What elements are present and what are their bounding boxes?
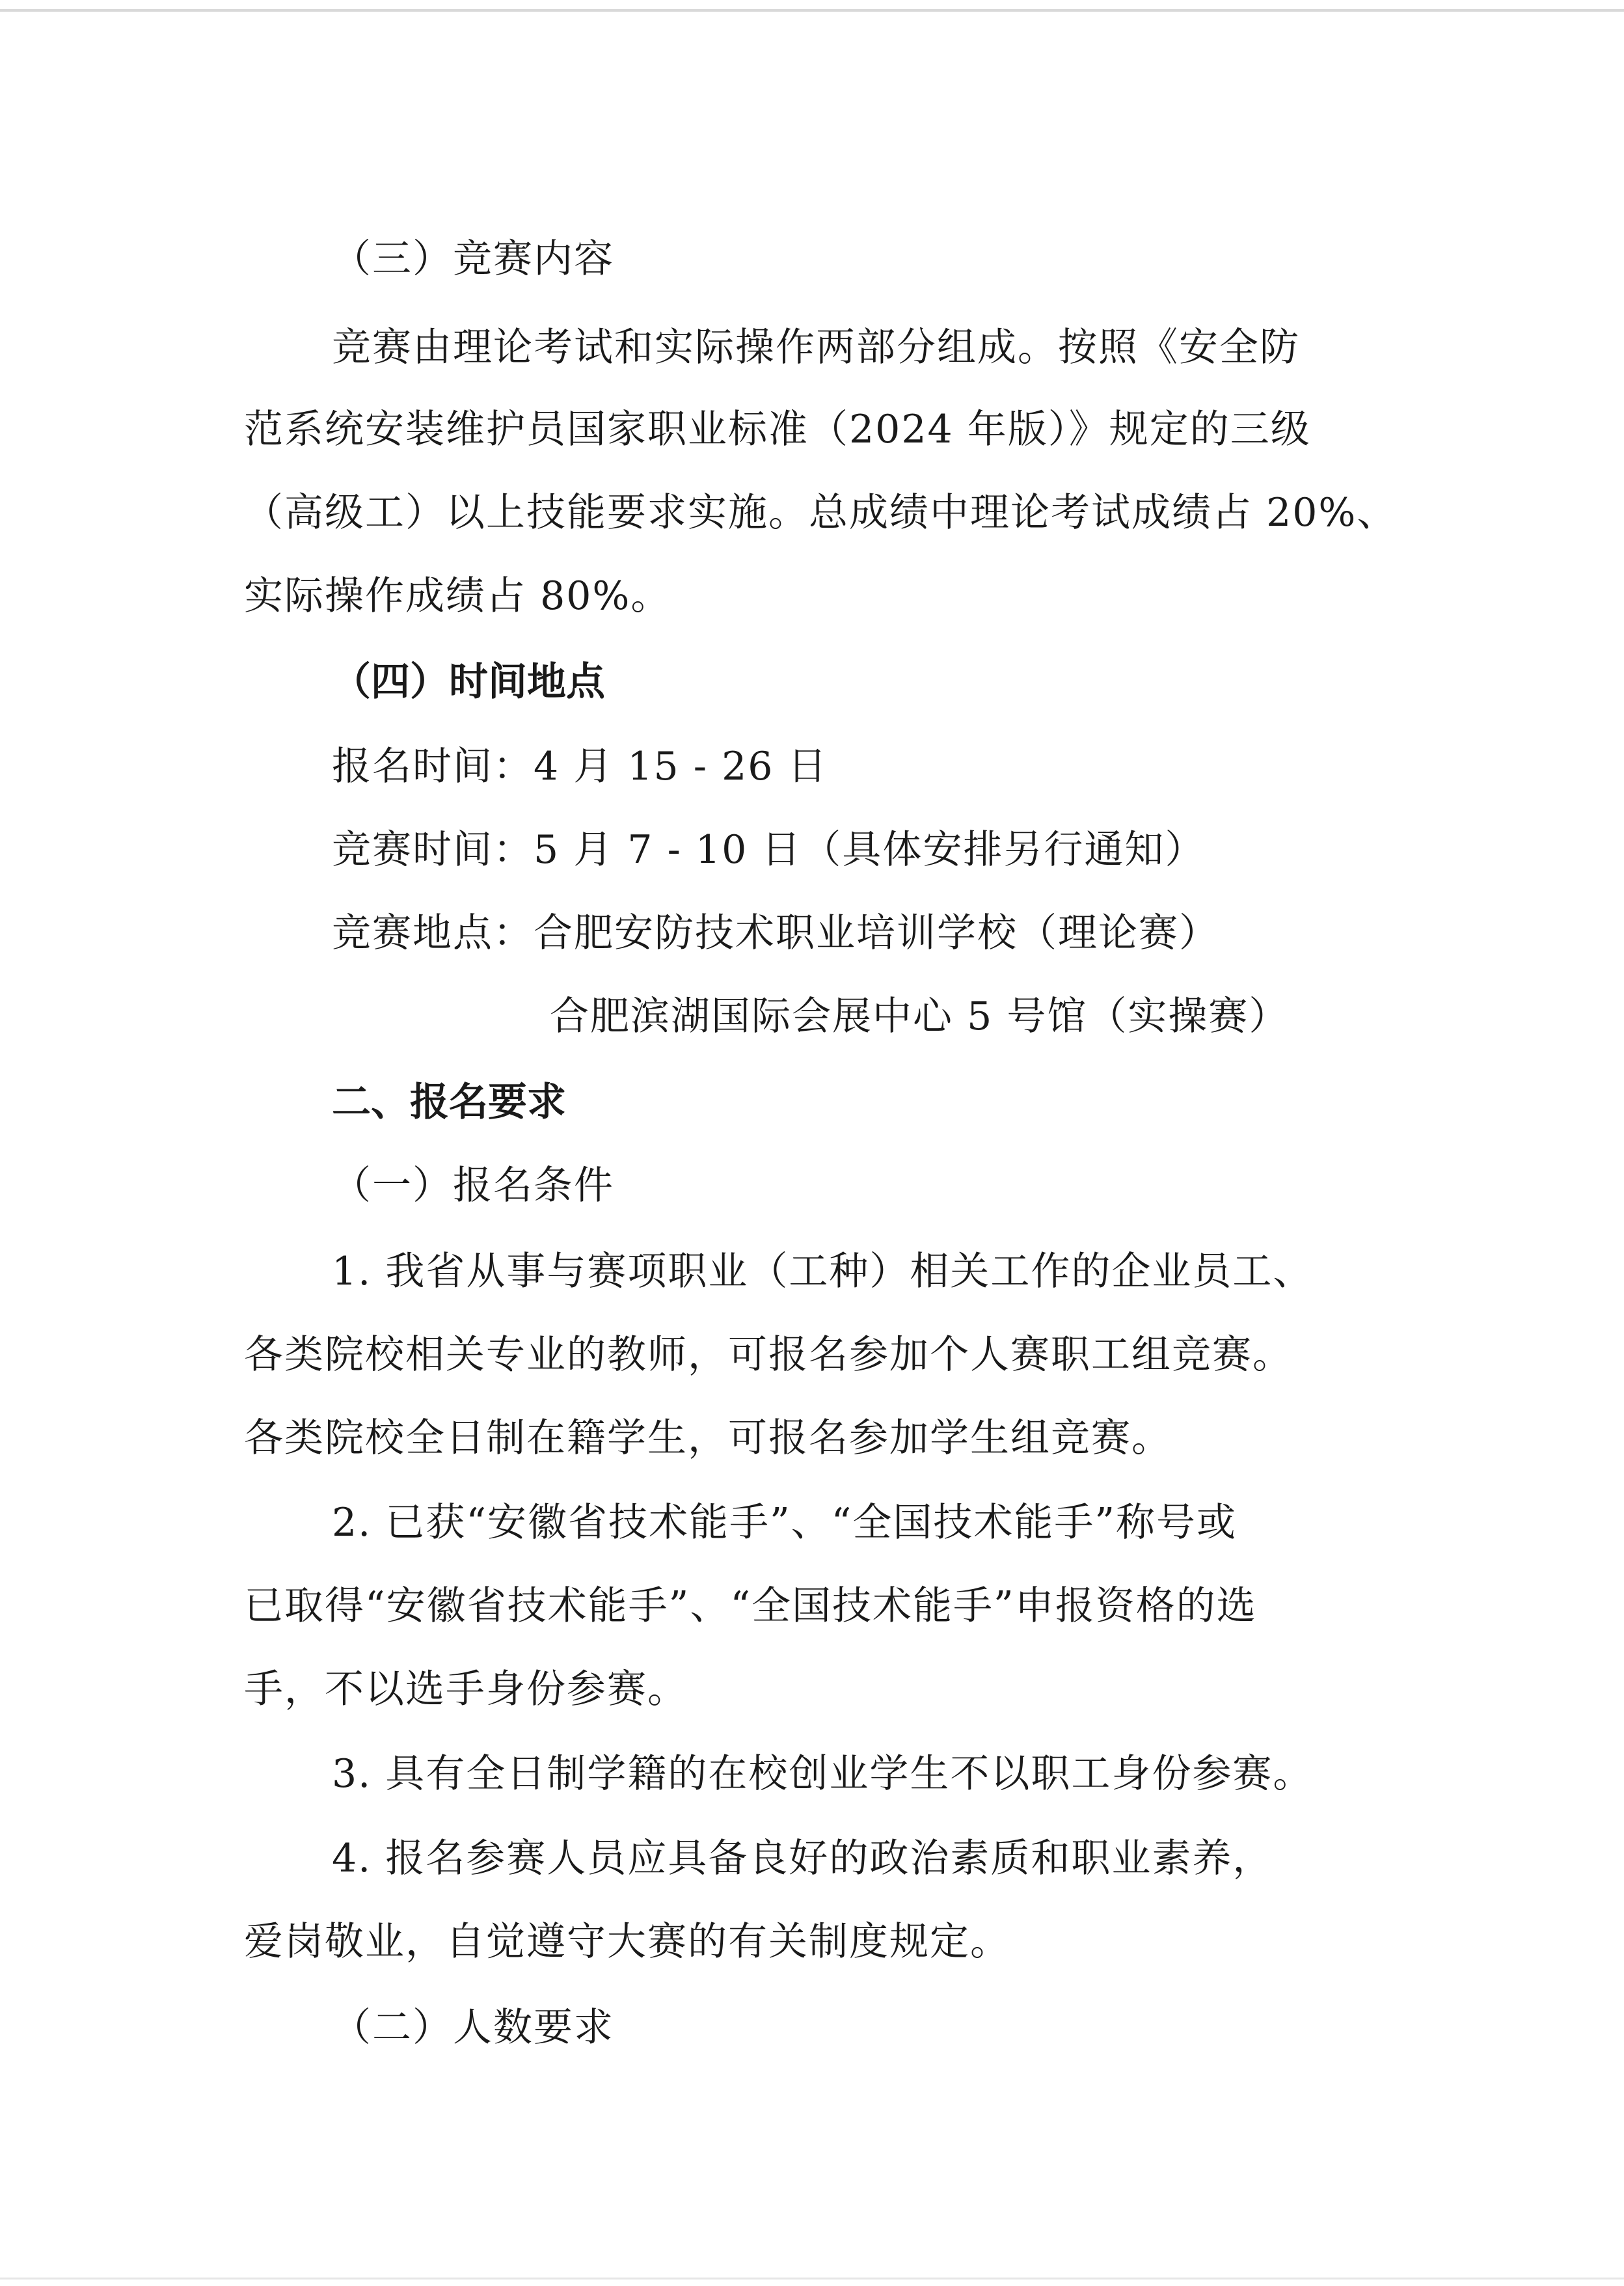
registration-time: 报名时间：4 月 15 - 26 日 [332,744,828,789]
paragraph-line: 范系统安装维护员国家职业标准（2024 年版）》规定的三级 [244,407,1311,452]
competition-time: 竞赛时间：5 月 7 - 10 日（具体安排另行通知） [332,827,1206,873]
section-heading-competition-content: （三）竞赛内容 [332,236,614,282]
scan-edge-bottom [0,2278,1624,2279]
paragraph-line: 1. 我省从事与赛项职业（工种）相关工作的企业员工、 [332,1249,1314,1294]
paragraph-line: 已取得“安徽省技术能手”、“全国技术能手”申报资格的选 [244,1583,1257,1629]
paragraph-line: 手，不以选手身份参赛。 [244,1667,688,1712]
paragraph-line: 各类院校相关专业的教师，可报名参加个人赛职工组竞赛。 [244,1332,1293,1378]
scan-edge-top [0,9,1624,12]
paragraph-line: 4. 报名参赛人员应具备良好的政治素质和职业素养， [332,1836,1273,1881]
paragraph-line: 2. 已获“安徽省技术能手”、“全国技术能手”称号或 [332,1500,1238,1545]
subsection-heading-registration-conditions: （一）报名条件 [332,1163,614,1208]
paragraph-line: 爱岗敬业，自觉遵守大赛的有关制度规定。 [244,1919,1010,1965]
section-heading-time-place: （四）时间地点 [332,659,605,705]
paragraph-line: 3. 具有全日制学籍的在校创业学生不以职工身份参赛。 [332,1751,1314,1797]
subsection-heading-number-requirements: （二）人数要求 [332,2005,614,2050]
competition-venue-practical: 合肥滨湖国际会展中心 5 号馆（实操赛） [550,994,1290,1039]
paragraph-line: 实际操作成绩占 80%。 [244,573,671,619]
paragraph-line: 竞赛由理论考试和实际操作两部分组成。按照《安全防 [332,325,1300,370]
paragraph-line: （高级工）以上技能要求实施。总成绩中理论考试成绩占 20%、 [244,490,1398,536]
competition-venue: 竞赛地点：合肥安防技术职业培训学校（理论赛） [332,910,1219,956]
paragraph-line: 各类院校全日制在籍学生，可报名参加学生组竞赛。 [244,1415,1172,1461]
section-heading-registration-requirements: 二、报名要求 [332,1080,566,1125]
